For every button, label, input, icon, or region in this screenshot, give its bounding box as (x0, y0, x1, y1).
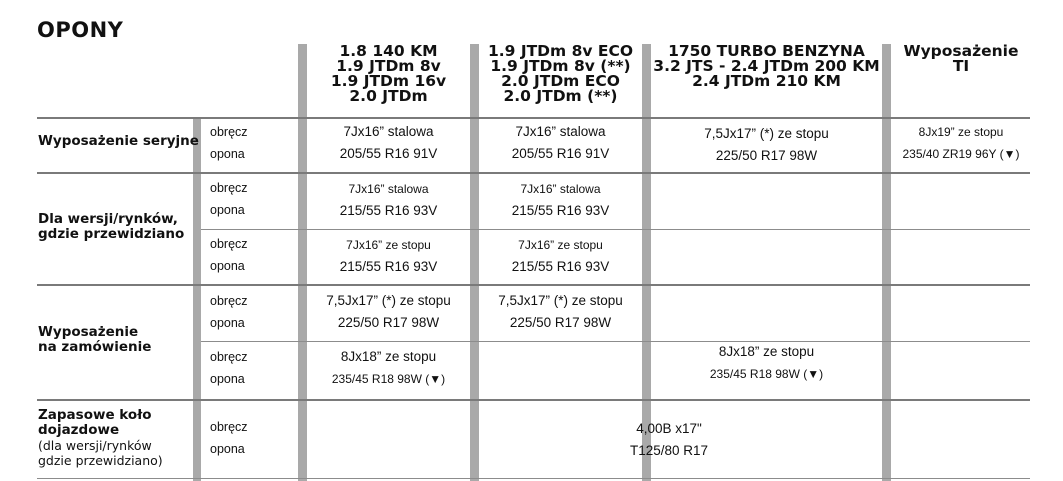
cell: 7Jx16” stalowa 215/55 R16 93V (511, 182, 610, 218)
row-labels: obręcz opona (210, 125, 248, 161)
row-labels: obręcz opona (210, 350, 248, 386)
cell: 7,5Jx17” (*) ze stopu 225/50 R17 98W (704, 126, 829, 163)
group-divider (201, 229, 1030, 230)
row-labels: obręcz opona (210, 181, 248, 217)
column-header-4: Wyposażenie TI (903, 42, 1019, 75)
column-separator (298, 44, 307, 481)
cell: 7Jx16” stalowa 205/55 R16 91V (339, 124, 438, 161)
row-divider (37, 117, 1030, 119)
column-header-2: 1.9 JTDm 8v ECO 1.9 JTDm 8v (**) 2.0 JTDm ECO 2.0 JTDm (**) (487, 42, 634, 105)
row-heading-spare-wheel: Zapasowe koło dojazdowe (dla wersji/rynków gdzie przewidziano) (38, 407, 163, 468)
cell: 7Jx16” ze stopu 215/55 R16 93V (511, 238, 610, 274)
row-labels: obręcz opona (210, 237, 248, 273)
cell: 7,5Jx17” (*) ze stopu 225/50 R17 98W (498, 293, 623, 330)
row-heading-standard: Wyposażenie seryjne (38, 133, 199, 149)
row-labels: obręcz opona (210, 420, 248, 456)
cell: 7Jx16” ze stopu 215/55 R16 93V (339, 238, 438, 274)
cell: 8Jx18” ze stopu 235/45 R18 98W (▼) (331, 349, 446, 386)
column-separator (470, 44, 479, 481)
column-header-3: 1750 TURBO BENZYNA 3.2 JTS - 2.4 JTDm 200 KM 2.4 JTDm 210 KM (653, 42, 880, 90)
cell: 7Jx16” stalowa 205/55 R16 91V (511, 124, 610, 161)
row-divider (37, 172, 1030, 174)
cell: 7,5Jx17” (*) ze stopu 225/50 R17 98W (326, 293, 451, 330)
row-heading-on-order: Wyposażenie na zamówienie (38, 324, 152, 355)
column-header-1: 1.8 140 KM 1.9 JTDm 8v 1.9 JTDm 16v 2.0 JTDm (330, 42, 447, 105)
row-divider (37, 399, 1030, 401)
cell: 7Jx16” stalowa 215/55 R16 93V (339, 182, 438, 218)
group-divider (201, 341, 1030, 342)
column-separator (642, 44, 651, 481)
cell: 8Jx18” ze stopu 235/45 R18 98W (▼) (709, 344, 824, 381)
row-heading-optional-markets: Dla wersji/rynków, gdzie przewidziano (38, 211, 185, 242)
column-separator (882, 44, 891, 481)
row-labels: obręcz opona (210, 294, 248, 330)
page-title: OPONY (37, 18, 124, 42)
cell: 8Jx19” ze stopu 235/40 ZR19 96Y (▼) (902, 125, 1020, 161)
table-bottom-rule (37, 478, 1030, 479)
cell: 4,00B x17" T125/80 R17 (629, 421, 709, 458)
row-divider (37, 284, 1030, 286)
